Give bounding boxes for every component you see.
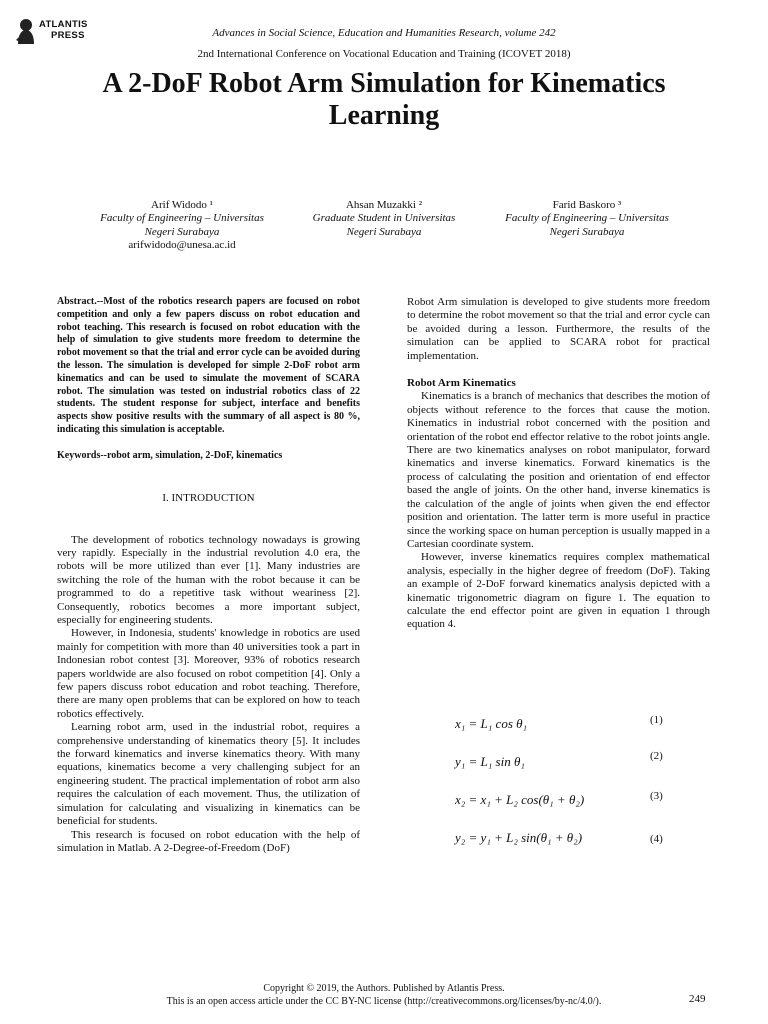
footer-license: This is an open access article under the CC BY-NC license (http://creativecommons.org/licenses/by-nc/4.0/). [166,996,602,1007]
equation-number-4: (4) [650,833,663,845]
abstract: Abstract.--Most of the robotics research papers are focused on robot competition and only a few papers discuss on robot education and robot teaching. This research is focused on robot education with the help of simulation to give students more freedom to determine the robot movement so that the trial and error cycle can be avoided during the lesson. The simulation is developed for simple 2-DoF robot arm kinematics and can be used to simulate the movement of SCARA robot. The simulation was tested on industrial robotics class of 22 students. The student response for subject, interface and benefits aspects show positive results with the summary of all aspect is 80 %, indicating this simulation is acceptable. [57,296,360,435]
equation-1: x₁ = L₁ cos θ₁ [455,716,528,731]
author-affiliation: Graduate Student in Universitas [312,212,456,225]
intro-paragraph-4: This research is focused on robot education with the help of simulation in Matlab. A 2-Degree-of-Freedom (DoF) [57,828,360,854]
author-name: Arif Widodo ¹ [151,199,213,211]
paper-title-line2: Learning [328,100,440,131]
equation-number-1: (1) [650,714,663,726]
equation-number-3: (3) [650,790,663,802]
author-block-3 [467,199,707,239]
equation-2: y₁ = L₁ sin θ₁ [455,754,525,769]
publisher-name-line1: ATLANTIS [39,19,88,30]
equation-4: y₂ = y₁ + L₂ sin(θ₁ + θ₂) [455,830,583,845]
publisher-name-line2: PRESS [51,30,85,41]
conference-title: 2nd International Conference on Vocational Education and Training (ICOVET 2018) [197,48,571,60]
author-affiliation: Negeri Surabaya [144,225,220,238]
equation-number-2: (2) [650,750,663,762]
kinematics-paragraph-2: However, inverse kinematics requires complex mathematical analysis, especially in the higher degree of freedom (DoF). Taking an example of 2-DoF forward kinematics analysis depicted with a kinematic trigonometric diagram on figure 1. The equation to calculate the end effector point are given in equation 1 through equation 4. [407,551,710,631]
intro-paragraph-2: However, in Indonesia, students' knowledge in robotics are used mainly for competition with more than 40 universities took a part in Indonesian robot contest [3]. Moreover, 93% of robotics research papers worldwide are also focused on robot competition [4]. Only a few papers discuss robot education and robot teaching. Therefore, there are many open problems that can be explored on how to teach robotics effectively. [57,627,360,720]
intro-paragraph-3: Learning robot arm, used in the industrial robot, requires a comprehensive understanding of kinematics theory [5]. It includes the forward kinematics and inverse kinematics theory. With many equations, kinematics become a very challenging subject for an engineering student. The practical implementation of robot arm also requires the calculation of each movement. Thus, the utilization of simulation for calculating and visualizing in kinematics can be beneficial for students. [57,721,360,828]
paper-title-line1: A 2-DoF Robot Arm Simulation for Kinematics [102,68,666,99]
subsection-heading-robot-arm-kinematics: Robot Arm Kinematics [407,377,516,390]
author-affiliation: Faculty of Engineering – Universitas [100,212,264,225]
kinematics-paragraph-1: Kinematics is a branch of mechanics that describes the motion of objects without reference to the forces that cause the motion. Kinematics in industrial robot concerned with the position and orientation of the robot end effector relative to the robot joints angle. There are two kinematics analyses on robot manipulator, forward kinematics and inverse kinematics. Forward kinematics is the process of calculating the position and orientation of end effector based the angle of joints. On the other hand, inverse kinematics is the calculation of the angle of joints when given the end effector position and orientation. The latter term is more useful in practice since the working space on human perception is usually mapped in a Cartesian coordinate system. [407,390,710,550]
author-name: Farid Baskoro ³ [552,199,622,211]
left-column [57,296,360,855]
journal-title: Advances in Social Science, Education and Humanities Research, volume 242 [212,27,556,39]
right-paragraph-continued: Robot Arm simulation is developed to give students more freedom to determine the robot movement so that the trial and error cycle can be avoided during a lesson. Furthermore, the results of the simulation can be applied to SCARA robot for practical implementation. [407,296,710,362]
footer-copyright: Copyright © 2019, the Authors. Published by Atlantis Press. [263,983,505,994]
keywords: Keywords--robot arm, simulation, 2-DoF, kinematics [57,449,283,461]
paper-title [60,68,708,132]
page-number: 249 [689,993,706,1005]
author-affiliation: Negeri Surabaya [549,225,625,238]
intro-paragraph-1: The development of robotics technology nowadays is growing very rapidly. Especially in the industrial revolution 4.0 era, the robots will be more utilized than ever [1]. Many industries are switching the role of the human with the robot because it can be programmed to do a repetitive task without weariness [2]. Consequently, robotics becomes a more important subject, especially for engineering students. [57,533,360,627]
equation-3: x₂ = x₁ + L₂ cos(θ₁ + θ₂) [455,792,585,807]
author-name: Ahsan Muzakki ² [345,199,422,211]
author-email: arifwidodo@unesa.ac.id [128,239,236,252]
right-column [407,296,710,632]
author-affiliation: Faculty of Engineering – Universitas [505,212,669,225]
section-heading-introduction: I. INTRODUCTION [162,492,255,505]
author-affiliation: Negeri Surabaya [346,225,422,238]
